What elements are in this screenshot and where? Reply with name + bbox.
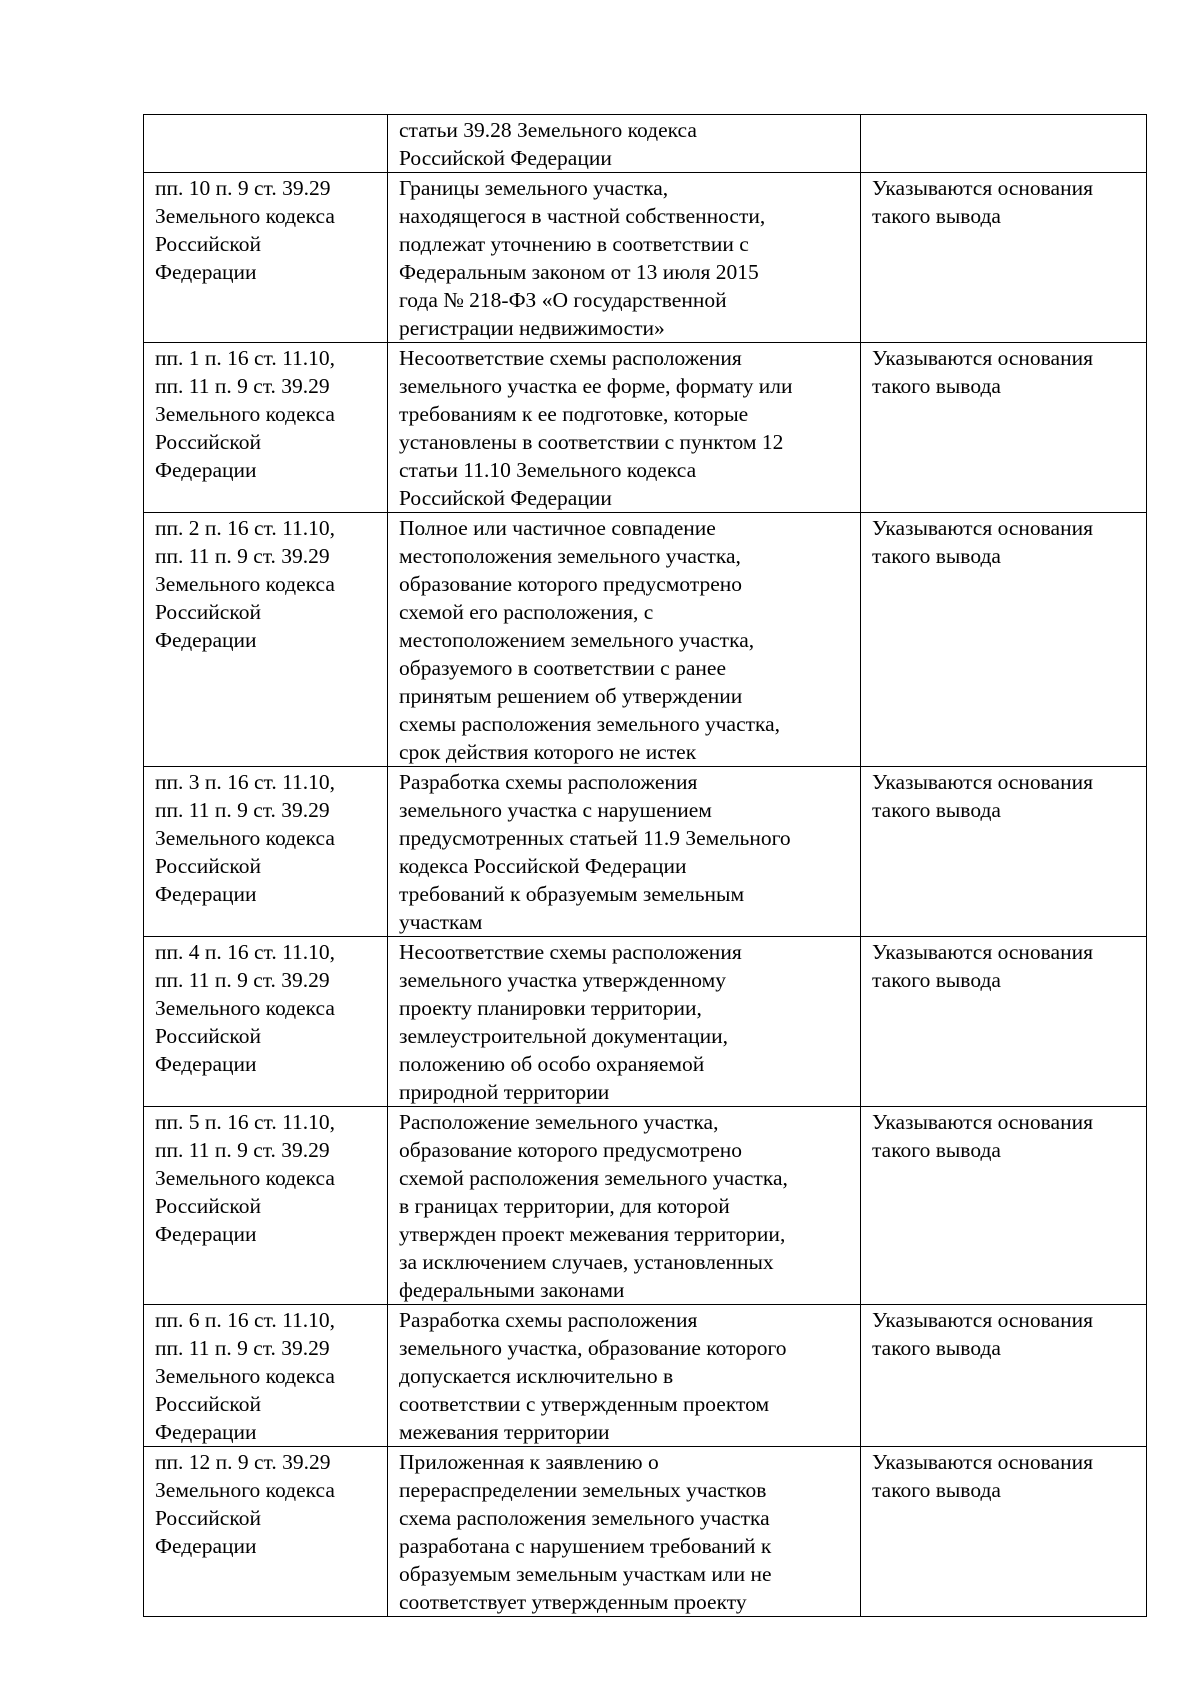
note-cell: Указываются основания такого вывода (861, 173, 1147, 343)
legal-basis-cell: пп. 2 п. 16 ст. 11.10, пп. 11 п. 9 ст. 39.29 Земельного кодекса Российской Федерации (144, 513, 388, 767)
legal-basis-cell: пп. 12 п. 9 ст. 39.29 Земельного кодекса Российской Федерации (144, 1447, 388, 1617)
legal-basis-cell: пп. 1 п. 16 ст. 11.10, пп. 11 п. 9 ст. 39.29 Земельного кодекса Российской Федерации (144, 343, 388, 513)
description-cell: Разработка схемы расположения земельного участка с нарушением предусмотренных статьей 11.9 Земельного кодекса Российской Федерации требований к образуемым земельным участкам (388, 767, 861, 937)
legal-basis-cell: пп. 5 п. 16 ст. 11.10, пп. 11 п. 9 ст. 39.29 Земельного кодекса Российской Федерации (144, 1107, 388, 1305)
note-cell: Указываются основания такого вывода (861, 937, 1147, 1107)
note-cell: Указываются основания такого вывода (861, 1107, 1147, 1305)
note-cell: Указываются основания такого вывода (861, 343, 1147, 513)
note-cell: Указываются основания такого вывода (861, 1447, 1147, 1617)
table-row (144, 1447, 1147, 1617)
description-cell: Разработка схемы расположения земельного участка, образование которого допускается исключительно в соответствии с утвержденным проектом межевания территории (388, 1305, 861, 1447)
description-cell: Приложенная к заявлению о перераспределении земельных участков схема расположения земельного участка разработана с нарушением требований к образуемым земельным участкам или не соответствует утвержденным проекту (388, 1447, 861, 1617)
description-cell: Границы земельного участка, находящегося в частной собственности, подлежат уточнению в соответствии с Федеральным законом от 13 июля 2015 года № 218-ФЗ «О государственной регистрации недвижимости» (388, 173, 861, 343)
table-row (144, 937, 1147, 1107)
legal-basis-cell: пп. 6 п. 16 ст. 11.10, пп. 11 п. 9 ст. 39.29 Земельного кодекса Российской Федерации (144, 1305, 388, 1447)
note-cell: Указываются основания такого вывода (861, 1305, 1147, 1447)
table-row (144, 513, 1147, 767)
table-row (144, 1107, 1147, 1305)
legal-basis-cell (144, 115, 388, 173)
description-cell: Полное или частичное совпадение местоположения земельного участка, образование которого предусмотрено схемой его расположения, с местоположением земельного участка, образуемого в соответствии с ранее принятым решением об утверждении схемы расположения земельного участка, срок действия которого не истек (388, 513, 861, 767)
note-cell: Указываются основания такого вывода (861, 513, 1147, 767)
description-cell: Несоответствие схемы расположения земельного участка утвержденному проекту планировки территории, землеустроительной документации, положению об особо охраняемой природной территории (388, 937, 861, 1107)
table-row (144, 1305, 1147, 1447)
table-row (144, 115, 1147, 173)
description-cell: Расположение земельного участка, образование которого предусмотрено схемой расположения земельного участка, в границах территории, для которой утвержден проект межевания территории, за исключением случаев, установленных федеральными законами (388, 1107, 861, 1305)
description-cell: Несоответствие схемы расположения земельного участка ее форме, формату или требованиям к ее подготовке, которые установлены в соответствии с пунктом 12 статьи 11.10 Земельного кодекса Российской Федерации (388, 343, 861, 513)
description-cell: статьи 39.28 Земельного кодекса Российской Федерации (388, 115, 861, 173)
table-row (144, 767, 1147, 937)
table-row (144, 173, 1147, 343)
legal-basis-cell: пп. 3 п. 16 ст. 11.10, пп. 11 п. 9 ст. 39.29 Земельного кодекса Российской Федерации (144, 767, 388, 937)
table-row (144, 343, 1147, 513)
legal-basis-cell: пп. 10 п. 9 ст. 39.29 Земельного кодекса Российской Федерации (144, 173, 388, 343)
legal-basis-cell: пп. 4 п. 16 ст. 11.10, пп. 11 п. 9 ст. 39.29 Земельного кодекса Российской Федерации (144, 937, 388, 1107)
note-cell: Указываются основания такого вывода (861, 767, 1147, 937)
refusal-grounds-table (143, 114, 1147, 1617)
note-cell (861, 115, 1147, 173)
